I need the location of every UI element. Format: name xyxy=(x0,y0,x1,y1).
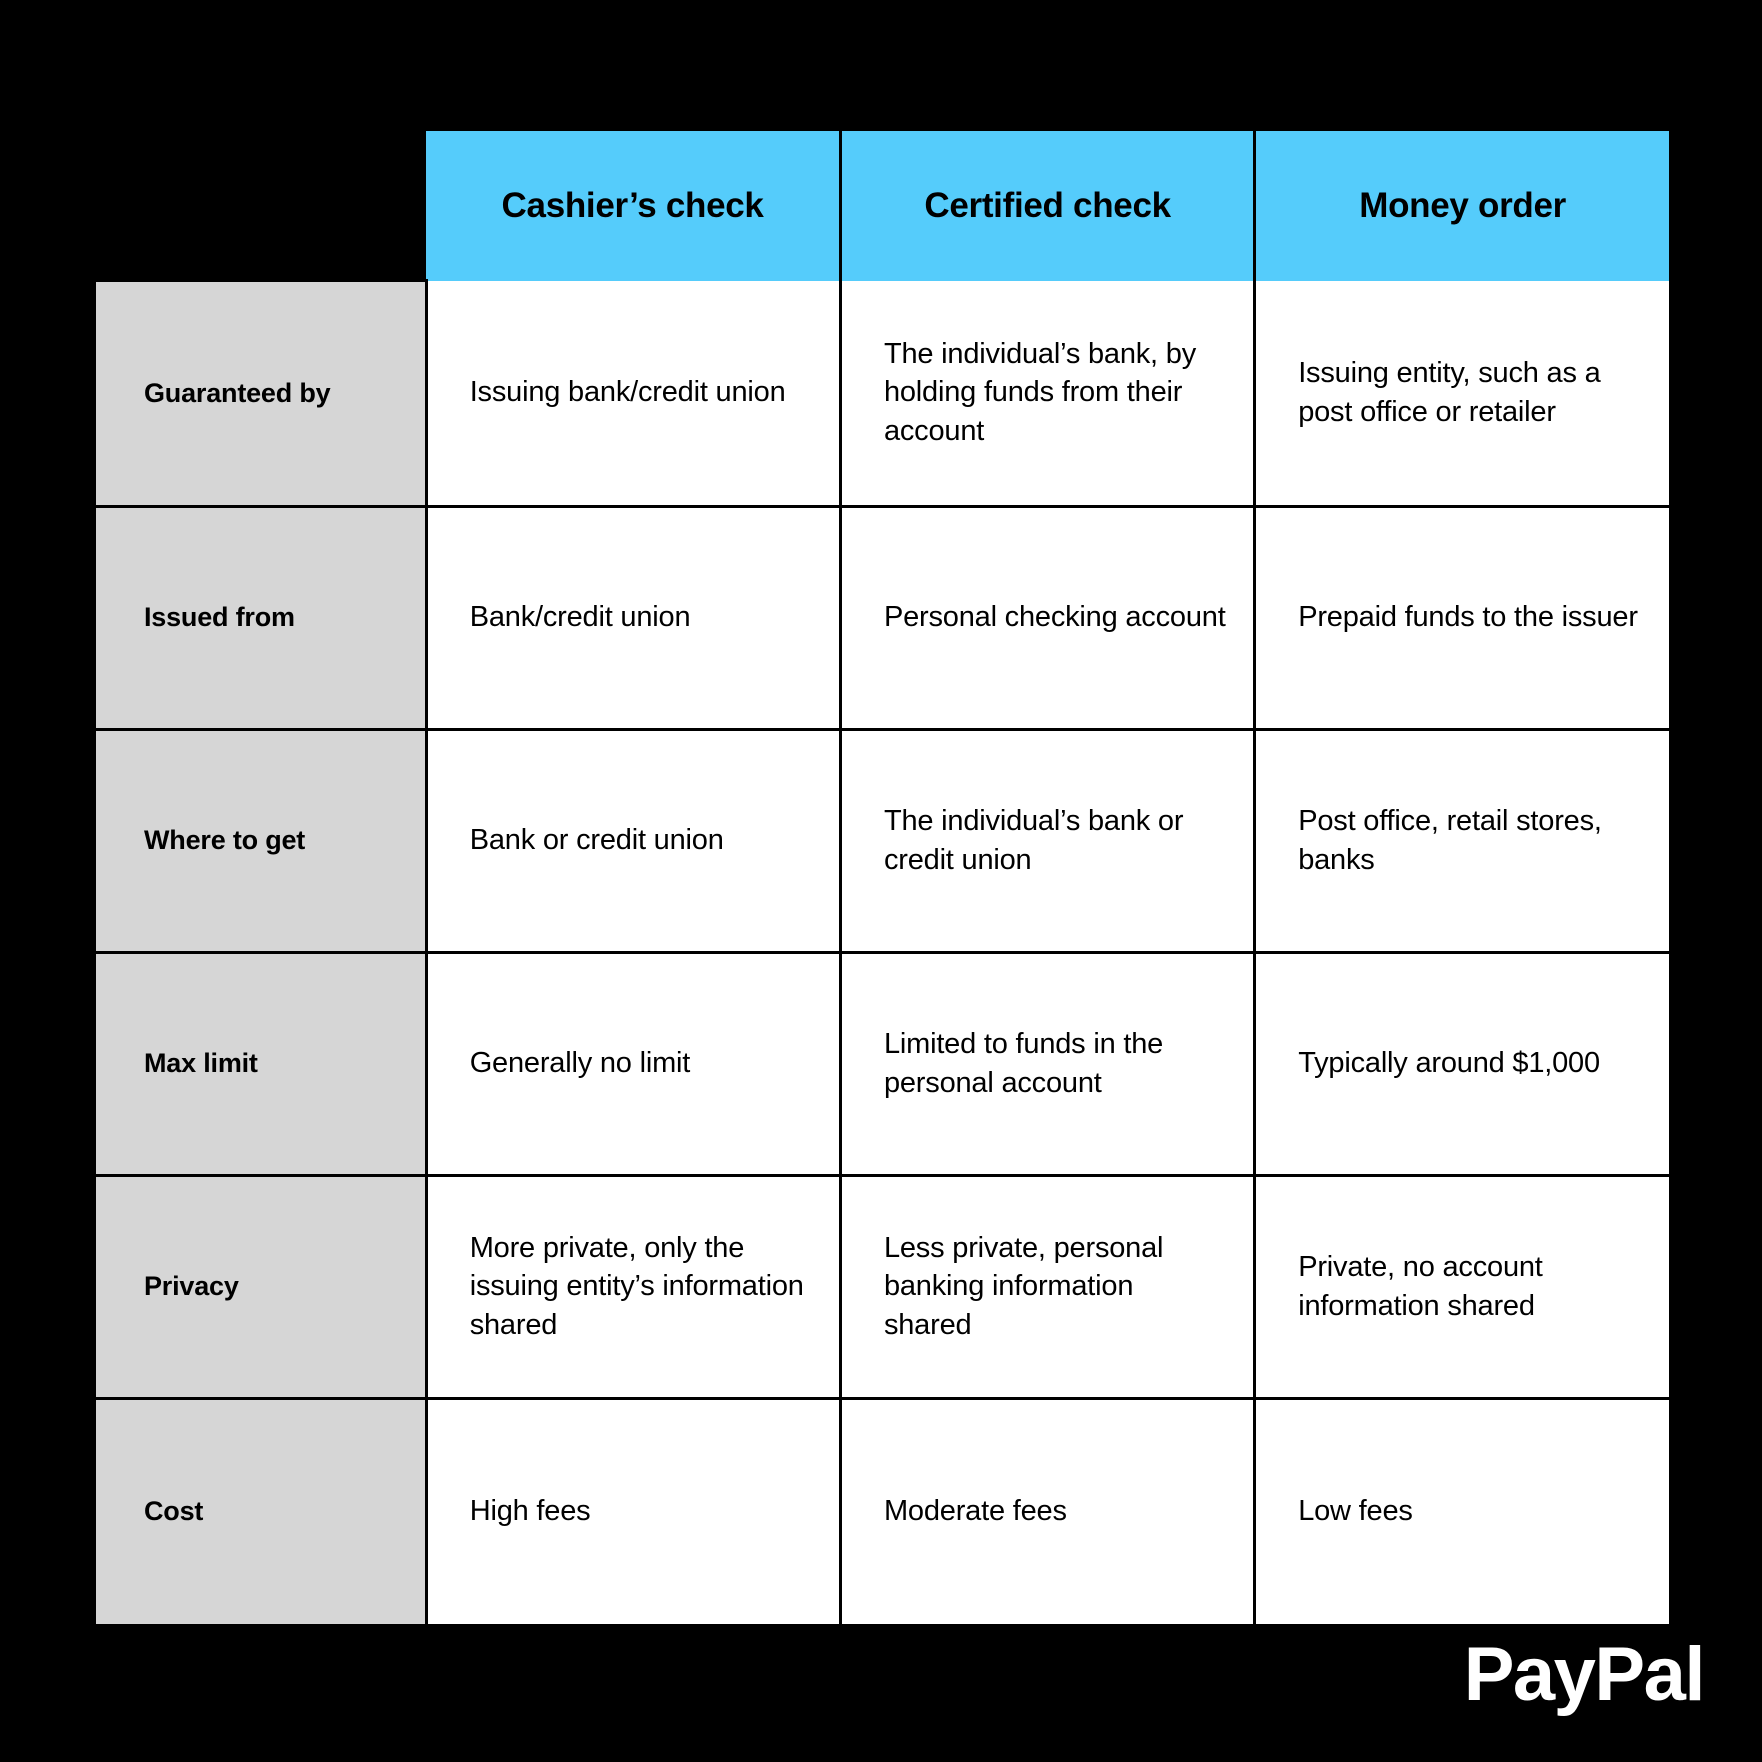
cell-cost-cashiers-check: High fees xyxy=(426,1398,840,1625)
column-header-cashiers-check: Cashier’s check xyxy=(426,131,840,281)
column-header-money-order: Money order xyxy=(1255,131,1669,281)
table-row xyxy=(96,952,1669,1175)
cell-where-to-get-certified-check: The individual’s bank or credit union xyxy=(840,729,1254,952)
table-header-row xyxy=(96,131,1669,281)
row-label-max-limit: Max limit xyxy=(96,952,426,1175)
row-label-cost: Cost xyxy=(96,1398,426,1625)
cell-where-to-get-cashiers-check: Bank or credit union xyxy=(426,729,840,952)
cell-cost-certified-check: Moderate fees xyxy=(840,1398,1254,1625)
table-body xyxy=(96,281,1669,1626)
cell-where-to-get-money-order: Post office, retail stores, banks xyxy=(1255,729,1669,952)
cell-issued-from-money-order: Prepaid funds to the issuer xyxy=(1255,506,1669,729)
cell-privacy-money-order: Private, no account information shared xyxy=(1255,1175,1669,1398)
row-label-where-to-get: Where to get xyxy=(96,729,426,952)
comparison-table-container xyxy=(96,131,1669,1627)
cell-max-limit-cashiers-check: Generally no limit xyxy=(426,952,840,1175)
table-row xyxy=(96,281,1669,507)
column-header-certified-check: Certified check xyxy=(840,131,1254,281)
cell-issued-from-cashiers-check: Bank/credit union xyxy=(426,506,840,729)
table-corner-cell xyxy=(96,131,426,281)
cell-max-limit-money-order: Typically around $1,000 xyxy=(1255,952,1669,1175)
cell-cost-money-order: Low fees xyxy=(1255,1398,1669,1625)
table-row xyxy=(96,1175,1669,1398)
cell-issued-from-certified-check: Personal checking account xyxy=(840,506,1254,729)
row-label-guaranteed-by: Guaranteed by xyxy=(96,281,426,507)
cell-max-limit-certified-check: Limited to funds in the personal account xyxy=(840,952,1254,1175)
row-label-issued-from: Issued from xyxy=(96,506,426,729)
cell-guaranteed-by-cashiers-check: Issuing bank/credit union xyxy=(426,281,840,507)
cell-privacy-cashiers-check: More private, only the issuing entity’s information shared xyxy=(426,1175,840,1398)
table-header xyxy=(96,131,1669,281)
payment-method-comparison-table xyxy=(96,131,1669,1627)
table-row xyxy=(96,506,1669,729)
cell-privacy-certified-check: Less private, personal banking information shared xyxy=(840,1175,1254,1398)
table-row xyxy=(96,729,1669,952)
paypal-logo: PayPal xyxy=(1463,1632,1704,1717)
cell-guaranteed-by-certified-check: The individual’s bank, by holding funds from their account xyxy=(840,281,1254,507)
cell-guaranteed-by-money-order: Issuing entity, such as a post office or retailer xyxy=(1255,281,1669,507)
table-row xyxy=(96,1398,1669,1625)
row-label-privacy: Privacy xyxy=(96,1175,426,1398)
